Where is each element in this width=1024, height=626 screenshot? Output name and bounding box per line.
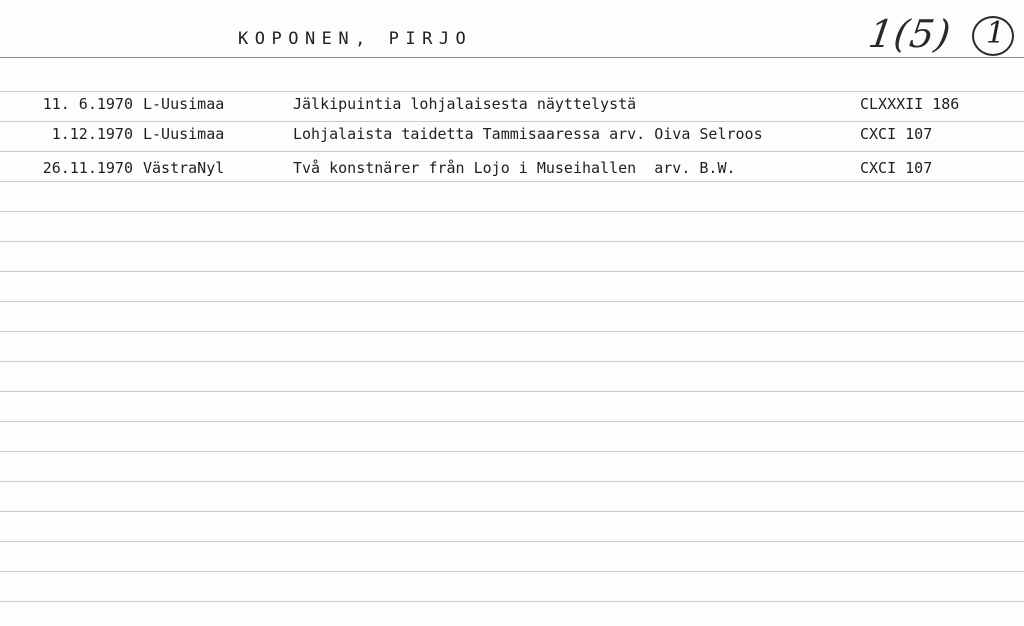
entry-paper: VästraNyl [143,159,225,177]
ruled-line [0,121,1024,122]
entry-date: 26.11.1970 [42,159,133,177]
entry-paper: L-Uusimaa [143,125,225,143]
handwritten-number: 1(5) [865,12,955,56]
ruled-line [0,451,1024,452]
circled-number [972,16,1014,56]
ruled-line [0,91,1024,92]
ruled-line [0,391,1024,392]
entry-date: 1.12.1970 [51,125,133,143]
ruled-line [0,361,1024,362]
ruled-line [0,271,1024,272]
entry-title: Två konstnärer från Lojo i Museihallen arv. B.W. [293,159,736,177]
circled-number-text: 1 [986,16,1006,51]
ruled-line [0,601,1024,602]
entry-ref: CXCI 107 [860,125,933,143]
entry-date: 11. 6.1970 [42,95,133,113]
entry-paper: L-Uusimaa [143,95,225,113]
entry-row [0,125,1024,149]
ruled-line [0,301,1024,302]
entry-ref: CXCI 107 [860,159,933,177]
entry-row [0,95,1024,119]
card-title: KOPONEN, PIRJO [238,29,473,49]
ruled-line [0,481,1024,482]
ruled-line [0,211,1024,212]
ruled-line [0,151,1024,152]
entry-title: Jälkipuintia lohjalaisesta näyttelystä [293,95,637,113]
ruled-line [0,571,1024,572]
entry-ref: CLXXXII 186 [860,95,960,113]
ruled-line [0,331,1024,332]
entry-title: Lohjalaista taidetta Tammisaaressa arv. Oiva Selroos [293,125,763,143]
entry-row [0,159,1024,183]
ruled-line [0,421,1024,422]
ruled-line [0,511,1024,512]
ruled-line [0,541,1024,542]
header-rule [0,57,1024,58]
ruled-line [0,241,1024,242]
